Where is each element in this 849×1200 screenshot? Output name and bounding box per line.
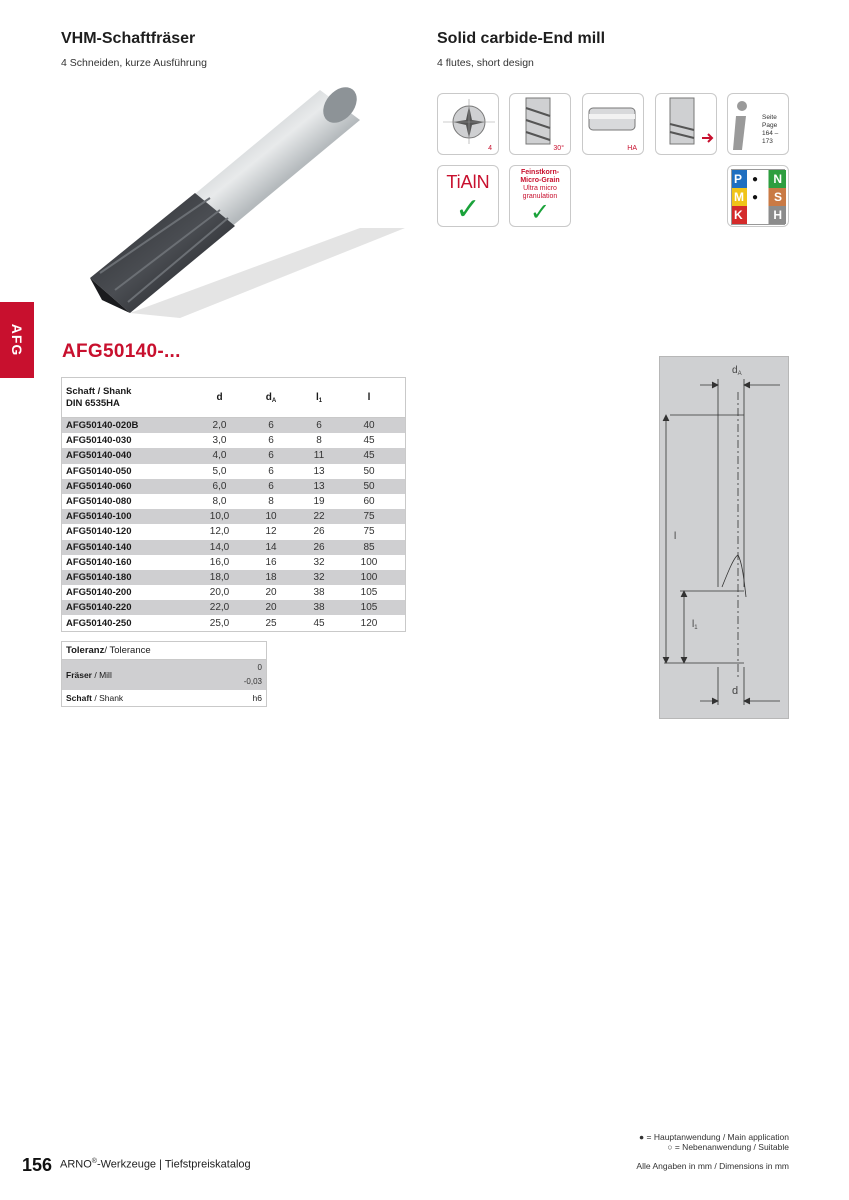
helix-label: 30° bbox=[553, 145, 564, 152]
table-row bbox=[62, 524, 405, 539]
cell-dA: 6 bbox=[268, 435, 274, 447]
cell-l: 60 bbox=[363, 496, 375, 508]
cell-dA: 6 bbox=[268, 450, 274, 462]
cell-l1: 38 bbox=[313, 587, 325, 599]
drawing-label-l: l bbox=[674, 531, 677, 542]
cell-l1: 19 bbox=[313, 496, 325, 508]
article-code: AFG50140-120 bbox=[66, 526, 132, 538]
article-code: AFG50140-140 bbox=[66, 541, 132, 553]
cell-d: 20,0 bbox=[209, 587, 230, 599]
cell-l1: 8 bbox=[316, 435, 322, 447]
article-code: AFG50140-180 bbox=[66, 571, 132, 583]
cell-dA: 20 bbox=[265, 587, 277, 599]
table-row bbox=[62, 448, 405, 463]
material-mark: ● bbox=[751, 191, 758, 203]
coating-text: TiAlN bbox=[446, 172, 490, 192]
center-cutting-icon bbox=[655, 93, 717, 155]
cell-d: 16,0 bbox=[209, 556, 230, 568]
cell-l1: 13 bbox=[313, 465, 325, 477]
cell-l1: 6 bbox=[316, 420, 322, 432]
table-row bbox=[62, 479, 405, 494]
article-title: AFG50140-... bbox=[62, 341, 181, 362]
cell-dA: 16 bbox=[265, 556, 277, 568]
tolerance-row-mill: Fräser / Mill 0 -0,03 bbox=[62, 660, 266, 690]
table-row bbox=[62, 570, 405, 585]
cell-d: 25,0 bbox=[209, 617, 230, 629]
material-group-p: P ● bbox=[734, 172, 758, 186]
cell-l: 75 bbox=[363, 511, 375, 523]
tolerance-table bbox=[61, 641, 267, 707]
tolerance-row-shank: Schaft / Shank h6 bbox=[66, 693, 262, 703]
article-code: AFG50140-220 bbox=[66, 602, 132, 614]
cell-l: 75 bbox=[363, 526, 375, 538]
info-text-1: Seite Page bbox=[762, 114, 778, 129]
cell-l1: 45 bbox=[313, 617, 325, 629]
article-code: AFG50140-040 bbox=[66, 450, 132, 462]
article-table bbox=[61, 377, 406, 632]
cell-l1: 13 bbox=[313, 480, 325, 492]
table-row bbox=[62, 615, 405, 630]
flutes-icon bbox=[437, 93, 499, 155]
col-l: l bbox=[367, 392, 371, 403]
title-en: Solid carbide-End mill bbox=[437, 30, 606, 47]
material-group-h: H bbox=[759, 206, 786, 224]
cell-d: 14,0 bbox=[209, 541, 230, 553]
col-d: d bbox=[216, 392, 223, 403]
end-mill-image bbox=[60, 78, 420, 328]
section-tab-label: AFG bbox=[9, 323, 25, 357]
cell-dA: 8 bbox=[268, 496, 274, 508]
table-row bbox=[62, 418, 405, 433]
table-row bbox=[62, 585, 405, 600]
coating-icon bbox=[437, 165, 499, 227]
cell-l: 45 bbox=[363, 450, 375, 462]
material-group-n: N bbox=[759, 170, 786, 188]
subtitle-de: 4 Schneiden, kurze Ausführung bbox=[61, 57, 207, 69]
material-group-s: S bbox=[759, 188, 786, 206]
table-row bbox=[62, 509, 405, 524]
material-mark: ● bbox=[751, 173, 758, 185]
micro-grain-icon bbox=[509, 165, 571, 227]
cell-dA: 25 bbox=[265, 617, 277, 629]
grain-text-4: granulation bbox=[522, 193, 558, 200]
flutes-label: 4 bbox=[488, 145, 492, 152]
cell-dA: 14 bbox=[265, 541, 277, 553]
legend-suitable: ○ = Nebenanwendung / Suitable bbox=[667, 1142, 789, 1152]
cell-l: 45 bbox=[363, 435, 375, 447]
drawing-label-dA: $d_A$ bbox=[732, 365, 742, 377]
helix-angle-icon bbox=[509, 93, 571, 155]
cell-l1: 38 bbox=[313, 602, 325, 614]
section-tab bbox=[0, 302, 34, 378]
material-groups-icon bbox=[727, 165, 789, 227]
legend bbox=[639, 1132, 789, 1152]
material-group-k: K bbox=[732, 206, 759, 224]
cell-l1: 22 bbox=[313, 511, 325, 523]
info-text-2: 164 – 173 bbox=[762, 130, 779, 145]
table-row bbox=[62, 433, 405, 448]
table-row bbox=[62, 600, 405, 615]
tolerance-header: Toleranz / Tolerance bbox=[62, 642, 266, 660]
col-l1: $l_1$ bbox=[315, 391, 323, 404]
article-code: AFG50140-050 bbox=[66, 465, 132, 477]
cell-l: 40 bbox=[363, 420, 375, 432]
table-row bbox=[62, 540, 405, 555]
cell-l1: 26 bbox=[313, 526, 325, 538]
material-group-m: M ● bbox=[734, 190, 758, 204]
cell-d: 3,0 bbox=[212, 435, 227, 447]
shank-label: HA bbox=[627, 145, 637, 152]
info-icon bbox=[727, 93, 789, 155]
cell-dA: 6 bbox=[268, 480, 274, 492]
cell-d: 4,0 bbox=[212, 450, 227, 462]
article-code: AFG50140-250 bbox=[66, 617, 132, 629]
cell-l: 105 bbox=[360, 602, 378, 614]
cell-d: 8,0 bbox=[212, 496, 227, 508]
dimensions-note: Alle Angaben in mm / Dimensions in mm bbox=[636, 1161, 789, 1171]
cell-l1: 32 bbox=[313, 556, 325, 568]
check-icon: ✓ bbox=[455, 193, 481, 226]
cell-d: 18,0 bbox=[209, 571, 230, 583]
table-row bbox=[62, 555, 405, 570]
article-code: AFG50140-020B bbox=[66, 420, 139, 432]
cell-d: 12,0 bbox=[209, 526, 230, 538]
mill-lower: -0,03 bbox=[243, 677, 262, 686]
cell-l1: 11 bbox=[313, 450, 325, 462]
article-code: AFG50140-060 bbox=[66, 480, 132, 492]
table-row bbox=[62, 464, 405, 479]
cell-d: 6,0 bbox=[212, 480, 227, 492]
grain-text-2: Micro-Grain bbox=[520, 177, 560, 184]
legend-main: ● = Hauptanwendung / Main application bbox=[639, 1132, 789, 1142]
cell-l1: 26 bbox=[313, 541, 325, 553]
cell-l: 100 bbox=[360, 556, 378, 568]
check-icon: ✓ bbox=[529, 199, 551, 226]
catalog-title: ARNO®-Werkzeuge | Tiefstpreiskatalog bbox=[60, 1158, 251, 1171]
cell-l: 120 bbox=[360, 617, 378, 629]
article-code: AFG50140-030 bbox=[66, 435, 132, 447]
cell-d: 2,0 bbox=[212, 420, 227, 432]
cell-dA: 12 bbox=[265, 526, 277, 538]
cell-dA: 20 bbox=[265, 602, 277, 614]
page-number: 156 bbox=[22, 1155, 53, 1175]
shank-ha-icon bbox=[582, 93, 644, 155]
cell-dA: 18 bbox=[265, 571, 277, 583]
cell-d: 10,0 bbox=[209, 511, 230, 523]
grain-text-1: Feinstkorn- bbox=[520, 169, 560, 176]
cell-l1: 32 bbox=[313, 571, 325, 583]
header-shank-label: Schaft / Shank bbox=[66, 385, 132, 397]
title-de: VHM-Schaftfräser bbox=[61, 30, 196, 47]
header-din-label: DIN 6535HA bbox=[66, 397, 120, 409]
table-row bbox=[62, 494, 405, 509]
article-code: AFG50140-200 bbox=[66, 587, 132, 599]
article-code: AFG50140-100 bbox=[66, 511, 132, 523]
cell-dA: 10 bbox=[265, 511, 277, 523]
cell-l: 85 bbox=[363, 541, 375, 553]
cell-d: 5,0 bbox=[212, 465, 227, 477]
subtitle-en: 4 flutes, short design bbox=[437, 57, 534, 69]
table-header bbox=[62, 378, 405, 418]
cell-dA: 6 bbox=[268, 465, 274, 477]
cell-l: 100 bbox=[360, 571, 378, 583]
drawing-label-l1: $l_1$ bbox=[692, 619, 698, 631]
cell-d: 22,0 bbox=[209, 602, 230, 614]
technical-drawing bbox=[659, 356, 789, 719]
article-code: AFG50140-080 bbox=[66, 496, 132, 508]
cell-l: 105 bbox=[360, 587, 378, 599]
cell-l: 50 bbox=[363, 465, 375, 477]
grain-text-3: Ultra micro bbox=[523, 185, 557, 192]
col-dA: $d_A$ bbox=[265, 391, 277, 404]
cell-dA: 6 bbox=[268, 420, 274, 432]
drawing-label-d: d bbox=[732, 685, 739, 697]
shank-tolerance: h6 bbox=[252, 693, 262, 703]
mill-upper: 0 bbox=[257, 663, 262, 672]
article-code: AFG50140-160 bbox=[66, 556, 132, 568]
cell-l: 50 bbox=[363, 480, 375, 492]
